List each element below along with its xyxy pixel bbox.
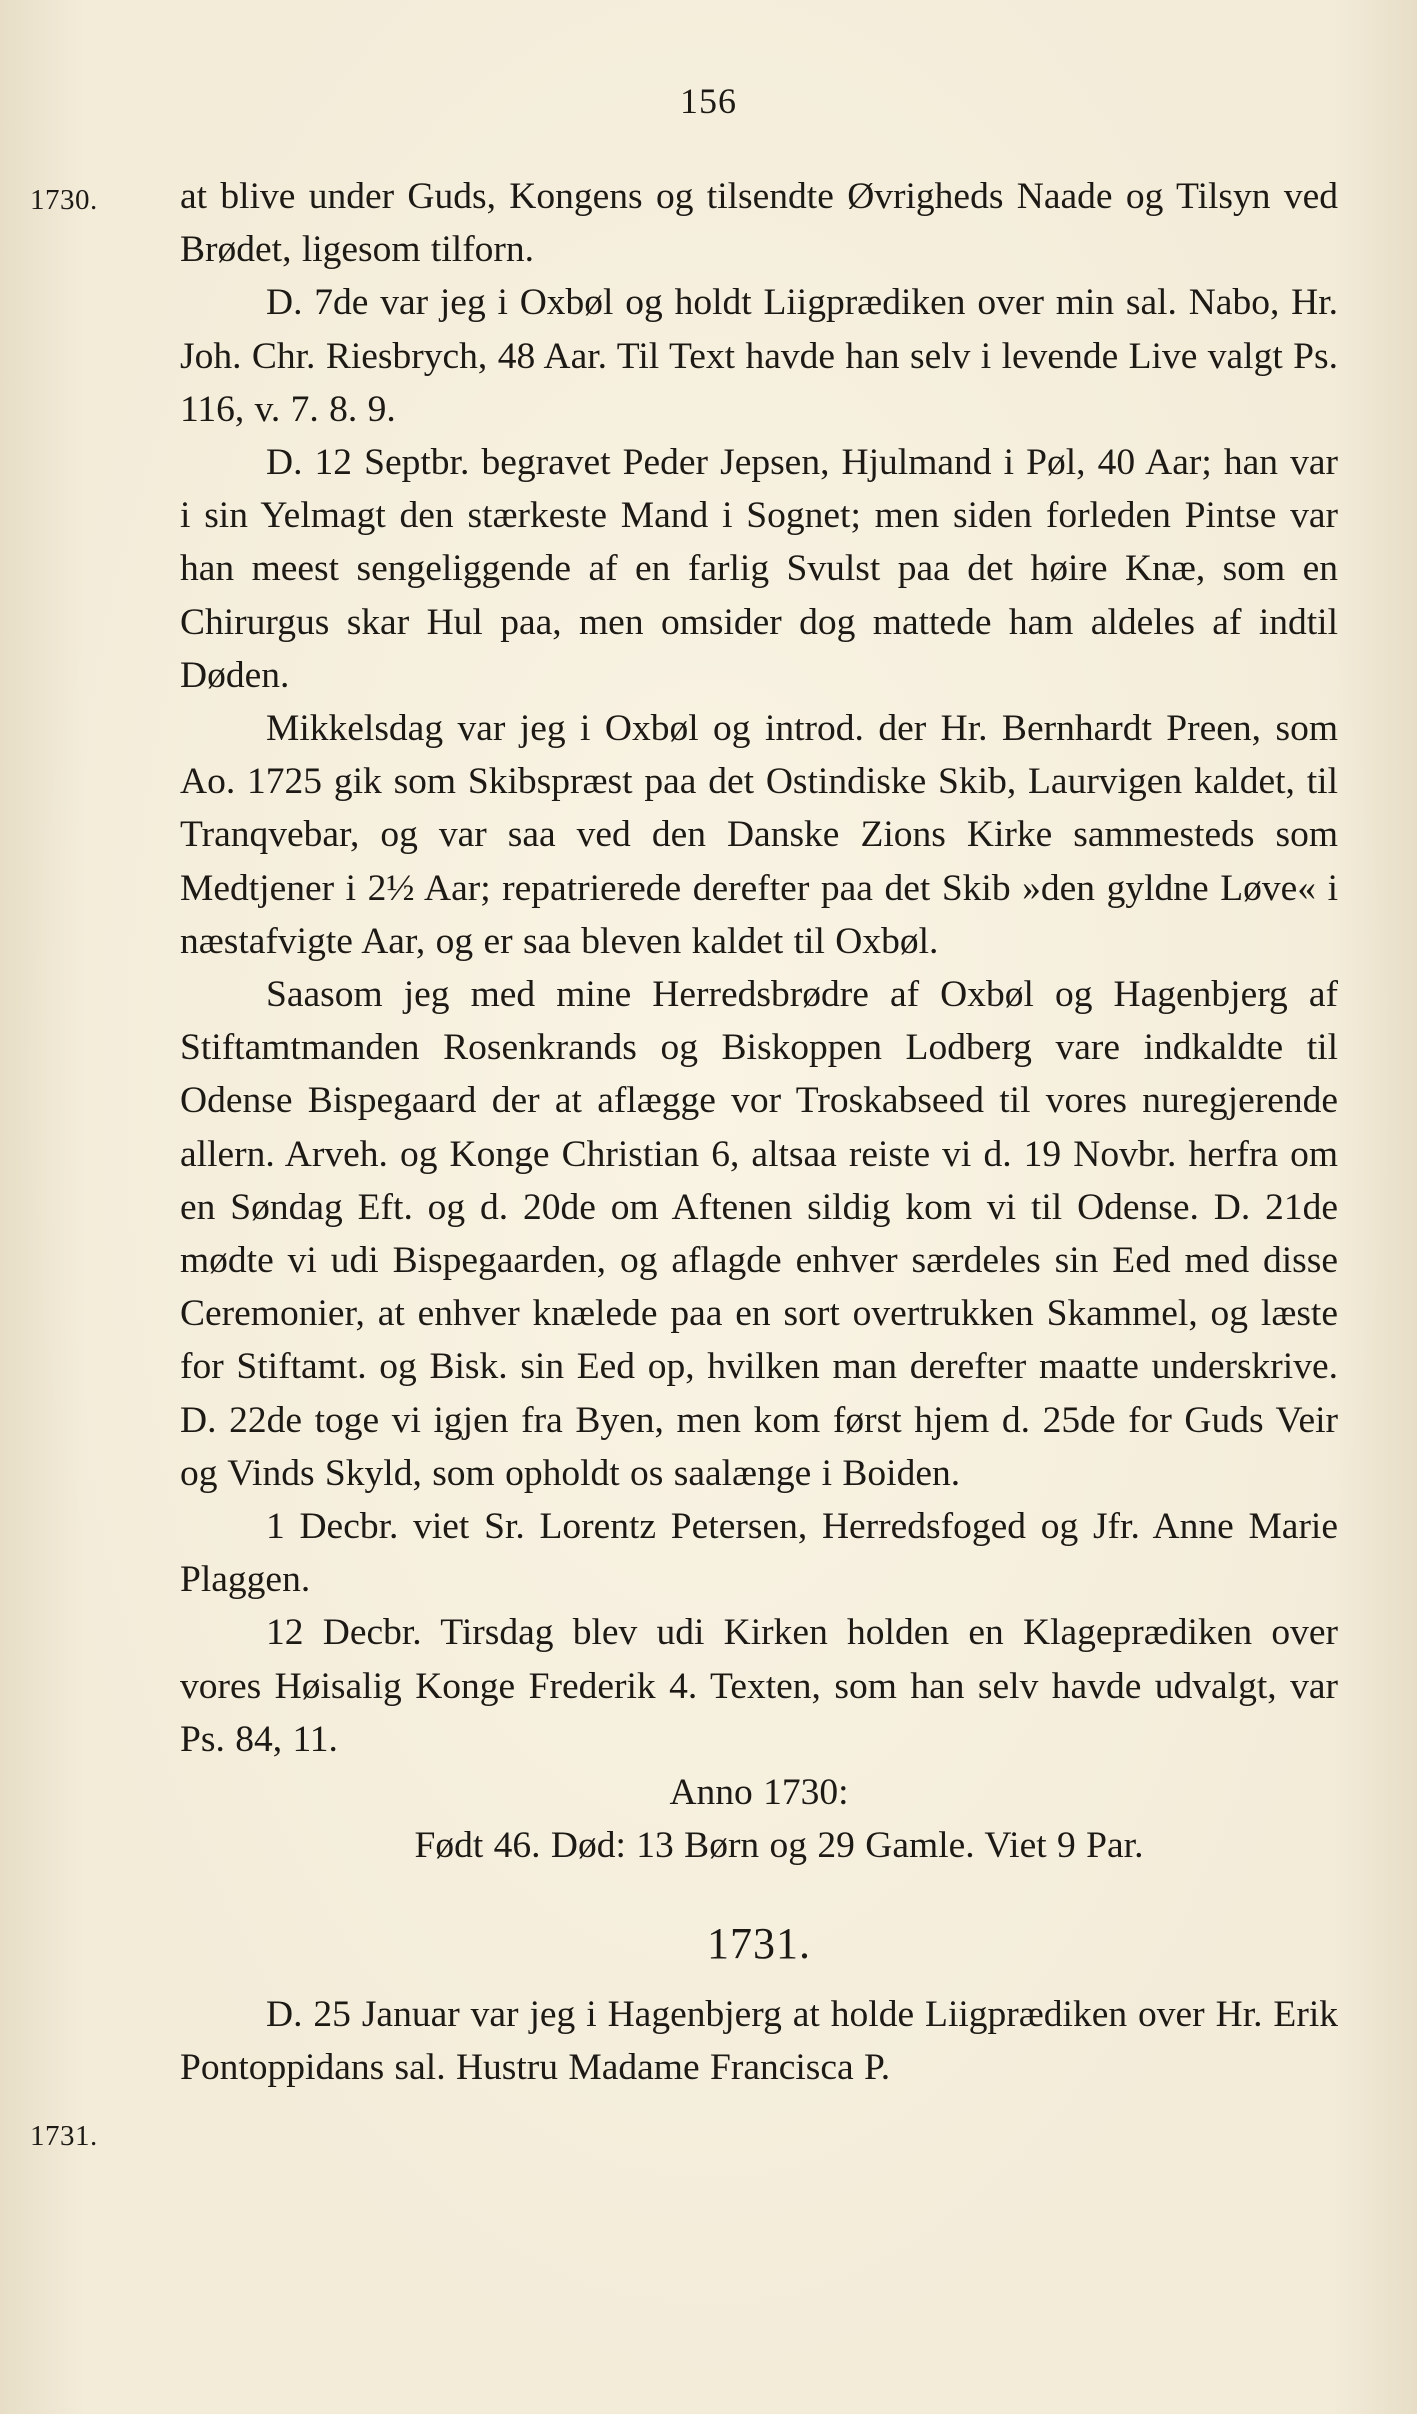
paragraph-burial-peder-jepsen: D. 12 Septbr. begravet Peder Jepsen, Hjulmand i Pøl, 40 Aar; han var i sin Yelmagt den stærkeste Mand i Sognet; men siden forleden Pintse var han meest sengeliggende af en farlig Svulst paa det høire Knæ, som en Chirurgus skar Hul paa, men omsider dog mattede ham aldeles af indtil Døden. (180, 442, 1338, 696)
paragraph-mikkelsdag: Mikkelsdag var jeg i Oxbøl og introd. der Hr. Bernhardt Preen, som Ao. 1725 gik som Skibspræst paa det Ostindiske Skib, Laurvigen kaldet, til Tranqvebar, og var saa ved den Danske Zions Kirke sammesteds som Medtjener i 2½ Aar; repatrierede derefter paa det Skib »den gyldne Løve« i næstafvigte Aar, og er saa bleven kaldet til Oxbøl. (180, 708, 1338, 962)
paragraph-troskabseed: Saasom jeg med mine Herredsbrødre af Oxbøl og Hagenbjerg af Stiftamtmanden Rosenkrands og Biskoppen Lodberg vare indkaldte til Odense Bispegaard der at aflægge vor Troskabseed til vores nuregjerende allern. Arveh. og Konge Christian 6, altsaa reiste vi d. 19 Novbr. herfra om en Søndag Eft. og d. 20de om Aftenen sildig kom vi til Odense. D. 21de mødte vi udi Bispegaarden, og aflagde enhver særdeles sin Eed med disse Ceremonier, at enhver knælede paa en sort overtrukken Skammel, og læste for Stiftamt. og Bisk. sin Eed op, hvilken man derefter maatte underskrive. D. 22de toge vi igjen fra Byen, men kom først hjem d. 25de for Guds Veir og Vinds Skyld, som opholdt os saalænge i Boiden. (180, 974, 1338, 1494)
paragraph-continuation: at blive under Guds, Kongens og tilsendte Øvrigheds Naade og Tilsyn ved Brødet, ligesom tilforn. (180, 176, 1338, 271)
anno-heading: Anno 1730: (669, 1772, 849, 1814)
paragraph-liigpraediken-oxbol: D. 7de var jeg i Oxbøl og holdt Liigprædiken over min sal. Nabo, Hr. Joh. Chr. Riesbrych, 48 Aar. Til Text havde han selv i levende Live valgt Ps. 116, v. 7. 8. 9. (180, 282, 1338, 430)
body-text (180, 170, 1338, 2094)
paragraph-hagenbjerg: D. 25 Januar var jeg i Hagenbjerg at holde Liigprædiken over Hr. Erik Pontoppidans sal. Hustru Madame Francisca P. (180, 1993, 1338, 2088)
page-number: 156 (680, 81, 737, 121)
year-statistics: Født 46. Død: 13 Børn og 29 Gamle. Viet 9 Par. (414, 1825, 1144, 1867)
paragraph-wedding: 1 Decbr. viet Sr. Lorentz Petersen, Herredsfoged og Jfr. Anne Marie Plaggen. (180, 1506, 1338, 1601)
margin-year-1731: 1731. (30, 2120, 98, 2152)
margin-year-1730: 1730. (30, 184, 98, 216)
paragraph-klagepraediken: 12 Decbr. Tirsdag blev udi Kirken holden en Klageprædiken over vores Høisalig Konge Frederik 4. Texten, som han selv havde udvalgt, var Ps. 84, 11. (180, 1612, 1338, 1760)
year-heading: 1731. (707, 1918, 811, 1968)
